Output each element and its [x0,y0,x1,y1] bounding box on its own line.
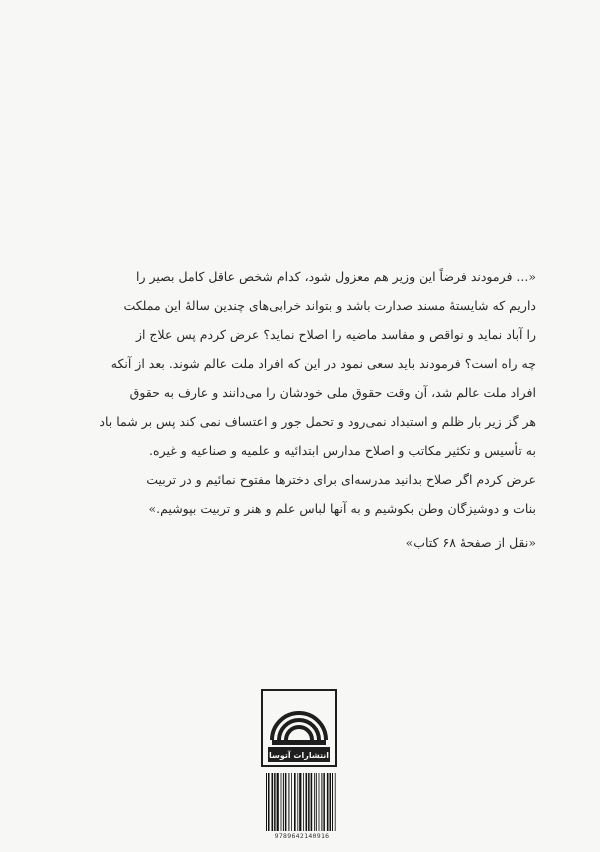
quote-line: چه راه است؟ فرمودند باید سعی نمود در این که افراد ملت عالم شوند. بعد از آنکه [110,356,536,371]
barcode-bar [319,773,320,831]
publisher-logo-icon [260,688,338,768]
barcode-bar [335,773,336,831]
publisher-name: انتشارات آتوسا [269,751,329,760]
barcode-bar [327,773,329,831]
source-caption: «نقل از صفحهٔ ۶۸ کتاب» [405,535,536,550]
barcode-bar [330,773,332,831]
barcode [264,773,340,833]
barcode-bar [291,773,292,831]
barcode-number: 9789642140916 [274,832,330,840]
barcode-bar [274,773,276,831]
barcode-bar [323,773,325,831]
barcode-bar [288,773,289,831]
barcode-bar [316,773,317,831]
barcode-bar [308,773,310,831]
quote-line: به تأسیس و تکثیر مکاتب و اصلاح مدارس ابتدائیه و علمیه و صناعیه و غیره. [149,443,536,458]
quote-line: بنات و دوشیزگان وطن بکوشیم و به آنها لباس علم و هنر و تربیت بپوشیم.» [148,501,536,516]
barcode-bar [332,773,333,831]
quote-line: داریم که شایستهٔ مسند صدارت باشد و بتواند خرابی‌های چندین سالهٔ این مملکت [123,298,536,313]
barcode-bar [277,773,279,831]
barcode-bar [314,773,315,831]
barcode-bar [303,773,304,831]
quote-line: هر گز زیر بار ظلم و استبداد نمی‌رود و تحمل جور و اعتساف نمی کند پس بر شما باد [99,414,536,429]
quote-line: افراد ملت عالم شد، آن وقت حقوق ملی خودشان را می‌دانند و عارف به حقوق [129,385,536,400]
barcode-bar [321,773,322,831]
barcode-bar [311,773,313,831]
barcode-bar [268,773,270,831]
quote-line: را آباد نماید و نواقص و مفاسد ماضیه را اصلاح نماید؟ عرض کردم پس علاج از [135,327,536,342]
quote-line: «... فرمودند فرضاً این وزیر هم معزول شود، کدام شخص عاقل کامل بصیر را [136,269,536,284]
barcode-bar [283,773,284,831]
barcode-bar [306,773,308,831]
quote-text [62,262,536,523]
barcode-bar [266,773,267,831]
barcode-bar [285,773,287,831]
barcode-bar [281,773,282,831]
barcode-bar [272,773,274,831]
barcode-bar [299,773,301,831]
barcode-bar [294,773,296,831]
barcode-bar [297,773,298,831]
quote-line: عرض کردم اگر صلاح بدانید مدرسه‌ای برای دخترها مفتوح نمائیم و در تربیت [146,472,536,487]
